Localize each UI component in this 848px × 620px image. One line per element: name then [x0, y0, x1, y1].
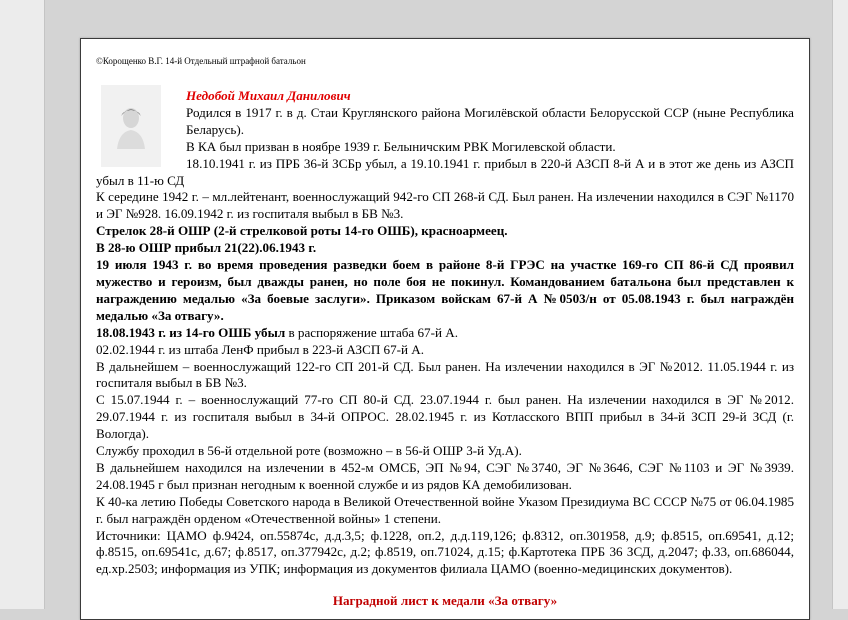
paragraph-demobilization: В дальнейшем находился на излечении в 452-м ОМСБ, ЭП №94, СЭГ №3740, ЭГ №3646, СЭГ №1103 и ЭГ №3939. 24.08.1945 г был признан негодным к военной службе и из рядов КА демобилизован.: [96, 459, 794, 492]
departure-rest: в распоряжение штаба 67-й А.: [285, 324, 458, 340]
photo-spacer: [96, 85, 186, 169]
paragraph-77-sp: С 15.07.1944 г. – военнослужащий 77-го СП 80-й СД. 23.07.1944 г. был ранен. На излечении находился в ЭГ №2012. 29.07.1944 г. из госпиталя выбыл в 34-й ОПРОС. 28.02.1945 г. из Котласского ВПП прибыл в 34-й ЗСП 29-й ЗСД (г. Вологда).: [96, 392, 794, 442]
paragraph-feat: 19 июля 1943 г. во время проведения разведки боем в районе 8-й ГРЭС на участке 169-го СП 86-й СД проявил мужество и героизм, был дважды ранен, но поле боя не покинул. Командованием батальона был представлен к награждению медалью «За боевые заслуги». Приказом войскам 67-й А №0503/н от 05.08.1943 г. был награждён медалью «За отвагу».: [96, 257, 794, 323]
departure-bold: 18.08.1943 г. из 14-го ОШБ убыл: [96, 324, 286, 340]
paragraph-arrival: В 28-ю ОШР прибыл 21(22).06.1943 г.: [96, 240, 317, 256]
paragraph-1944-arrival: 02.02.1944 г. из штаба ЛенФ прибыл в 223-й АЗСП 67-й А.: [96, 341, 425, 357]
paragraph-sources: Источники: ЦАМО ф.9424, оп.55874с, д.д.3,5; ф.1228, оп.2, д.д.119,126; ф.8312, оп.301958, д.9; ф.8515, оп.69541, д.12; ф.8515, оп.69541с, д.67; ф.8517, оп.377942с, д.2; ф.8519, оп.71024, д.15; ф.Картотека ПРБ 36 ЗСД, д.2047; ф.33, оп.686044, ед.хр.2503; информация из УПК; информация из документов филиала ЦАМО (военно-медицинских документов).: [96, 527, 794, 577]
paragraph-1942: К середине 1942 г. – мл.лейтенант, военнослужащий 942-го СП 268-й СД. Был ранен. На излечении находился в СЭГ №1170 и ЭГ №928. 16.09.1942 г. из госпиталя выбыл в БВ №3.: [96, 189, 794, 222]
document-header: ©Корощенко В.Г. 14-й Отдельный штрафной батальон: [96, 56, 306, 66]
left-scroll-gutter: [0, 0, 45, 609]
document-page: [80, 38, 810, 620]
paragraph-departure: [96, 325, 794, 342]
paragraph-56-company: Службу проходил в 56-й отдельной роте (возможно – в 56-й ОШР 3-й Уд.А).: [96, 443, 522, 459]
person-name: Недобой Михаил Данилович: [186, 88, 351, 103]
paragraph-rifleman: Стрелок 28-й ОШР (2-й стрелковой роты 14-го ОШБ), красноармеец.: [96, 223, 508, 239]
biography-text: [96, 88, 794, 578]
paragraph-order-1985: К 40-ка летию Победы Советского народа в Великой Отечественной войне Указом Президиума ВС СССР №75 от 06.04.1985 г. был награждён орденом «Отечественной войны» 1 степени.: [96, 493, 794, 526]
paragraph-birth: Родился в 1917 г. в д. Стаи Круглянского района Могилёвской области Белорусской ССР (ныне Республика Беларусь).: [186, 104, 794, 137]
paragraph-201-sd: В дальнейшем – военнослужащий 122-го СП 201-й СД. Был ранен. На излечении находился в ЭГ №2012. 11.05.1944 г. из госпиталя выбыл в БВ №3.: [96, 358, 794, 391]
award-sheet-title: Наградной лист к медали «За отвагу»: [332, 593, 558, 608]
right-scroll-gutter[interactable]: [832, 0, 848, 609]
paragraph-conscription: В КА был призван в ноябре 1939 г. Белыничским РВК Могилевской области.: [186, 138, 616, 154]
paragraph-transfer-1941: 18.10.1941 г. из ПРБ 36-й ЗСБр убыл, а 19.10.1941 г. прибыл в 220-й АЗСП 8-й А и в этот же день из АЗСП убыл в 11-ю СД: [96, 155, 794, 188]
